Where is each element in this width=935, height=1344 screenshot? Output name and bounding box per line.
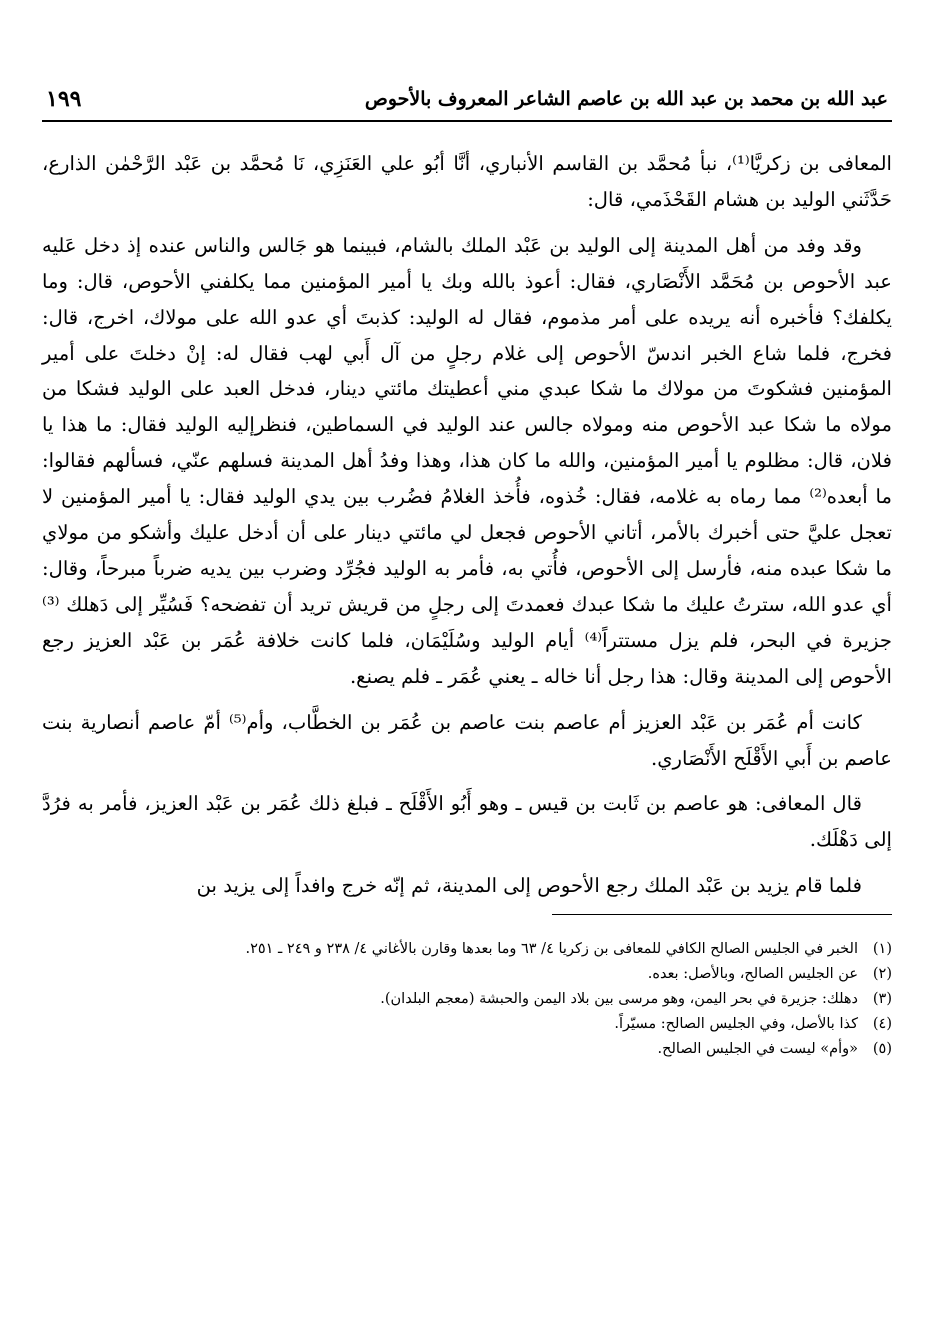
footnote-text: عن الجليس الصالح، وبالأصل: بعده. [647, 966, 858, 983]
paragraph-1: المعافى بن زكريَّا⁽¹⁾، نبأ مُحمَّد بن القاسم الأنباري، أنَّا أبُو علي العَنَزِي، نَا مُحمَّد بن عَبْد الرَّحْمٰن الذارع، حَدَّثَني الوليد بن هشام القَحْذَمي، قال: [42, 152, 892, 211]
footnote-number: (٤) [872, 1016, 892, 1033]
footnote-1 [42, 937, 892, 962]
paragraph-5: فلما قام يزيد بن عَبْد الملك رجع الأحوص إلى المدينة، ثم إنّه خرج وافداً إلى يزيد بن [196, 874, 862, 898]
paragraph-2: وقد وفد من أهل المدينة إلى الوليد بن عَبْد الملك بالشام، فبينما هو جَالس والناس عنده إذ دخل عَليه عبد الأحوص بن مُحَمَّد الأَنْصَاري، فقال: أعوذ بالله وبك يا أمير المؤمنين مما يكلفني الأحوص، قال: وما يكلفك؟ فأخبره أنه يريده على أمر مذموم، فقال له الوليد: كذبتَ أي عدو الله على مولاك، اخرج، قال: فخرج، فلما شاع الخبر اندسّ الأحوص إلى غلام رجلٍ من آل أَبي لهب فقال له: إنْ دخلتَ على أمير المؤمنين فشكوتَ من مولاك ما شكا عبدي مني أعطيتك مائتي دينار، فدخل العبد على الوليد فشكا من مولاه ما شكا عبد الأحوص منه ومولاه جالس عند الوليد في السماطين، فنظرإليه الوليد فقال: ما هذا يا فلان، قال: مظلوم يا أمير المؤمنين، والله ما كان هذا، وهذا وفدُ أهل المدينة فسلهم عنّي، فسألهم فقالوا: ما أبعده⁽²⁾ مما رماه به غلامه، فقال: خُذوه، فأُخذ الغلامُ فضُرب بين يدي الوليد فقال: يا أمير المؤمنين لا تعجل عليَّ حتى أخبرك بالأمر، أتاني الأحوص فجعل لي مائتي دينار على أن أدخل عليك وأشكو من مولاي ما شكا عبده منه، فأرسل إلى الأحوص، فأُتي به، فأمر به الوليد فجُرِّد وضرب بين يديه ضرباً مبرحاً، وقال: أي عدو الله، سترتُ عليك ما شكا عبدك فعمدتَ إلى رجلٍ من قريش تريد أن تفضحه؟ فَسُيِّر إلى دَهلك ⁽³⁾ جزيرة في البحر، فلم يزل مستتراً⁽⁴⁾ أيام الوليد وسُلَيْمَان، فلما كانت خلافة عُمَر بن عَبْد العزيز رجع الأحوص إلى المدينة وقال: هذا رجل أنا خاله ـ يعني عُمَر ـ فلم يصنع. [42, 233, 893, 688]
running-header [42, 82, 892, 122]
footnote-number: (٥) [872, 1041, 892, 1058]
footnote-2 [42, 962, 892, 987]
footnote-text: كذا بالأصل، وفي الجليس الصالح: مسيّراً. [614, 1016, 858, 1033]
main-text [42, 146, 892, 904]
footnote-number: (٣) [872, 991, 892, 1008]
paragraph-4: قال المعافى: هو عاصم بن ثَابت بن قيس ـ وهو أَبُو الأَقْلَح ـ فبلغ ذلك عُمَر بن عَبْد العزيز، فأمر به فرُدَّ إلى دَهْلَك. [42, 792, 892, 852]
book-page [42, 82, 892, 1312]
footnote-3 [42, 987, 892, 1012]
footnotes [42, 937, 892, 1062]
page-number: ١٩٩ [46, 86, 82, 112]
running-title: عبد الله بن محمد بن عبد الله بن عاصم الشاعر المعروف بالأحوص [364, 88, 888, 110]
footnote-number: (٢) [872, 966, 892, 983]
footnote-5 [42, 1037, 892, 1062]
footnote-number: (١) [872, 941, 892, 958]
footnote-4 [42, 1012, 892, 1037]
paragraph-3: كانت أم عُمَر بن عَبْد العزيز أم عاصم بنت عاصم بن عُمَر بن الخطَّاب، وأم⁽⁵⁾ أمّ عاصم أنصارية بنت عاصم بن أَبي الأَقْلَح الأَنْصَاري. [42, 710, 892, 770]
footnote-text: الخبر في الجليس الصالح الكافي للمعافى بن زكريا ٤/ ٦٣ وما بعدها وقارن بالأغاني ٤/ ٢٣٨ و ٢٤٩ ـ ٢٥١. [245, 941, 858, 958]
footnote-text: «وأم» ليست في الجليس الصالح. [657, 1041, 858, 1058]
footnote-divider [552, 914, 892, 915]
footnote-text: دهلك: جزيرة في بحر اليمن، وهو مرسى بين بلاد اليمن والحبشة (معجم البلدان). [380, 991, 858, 1008]
